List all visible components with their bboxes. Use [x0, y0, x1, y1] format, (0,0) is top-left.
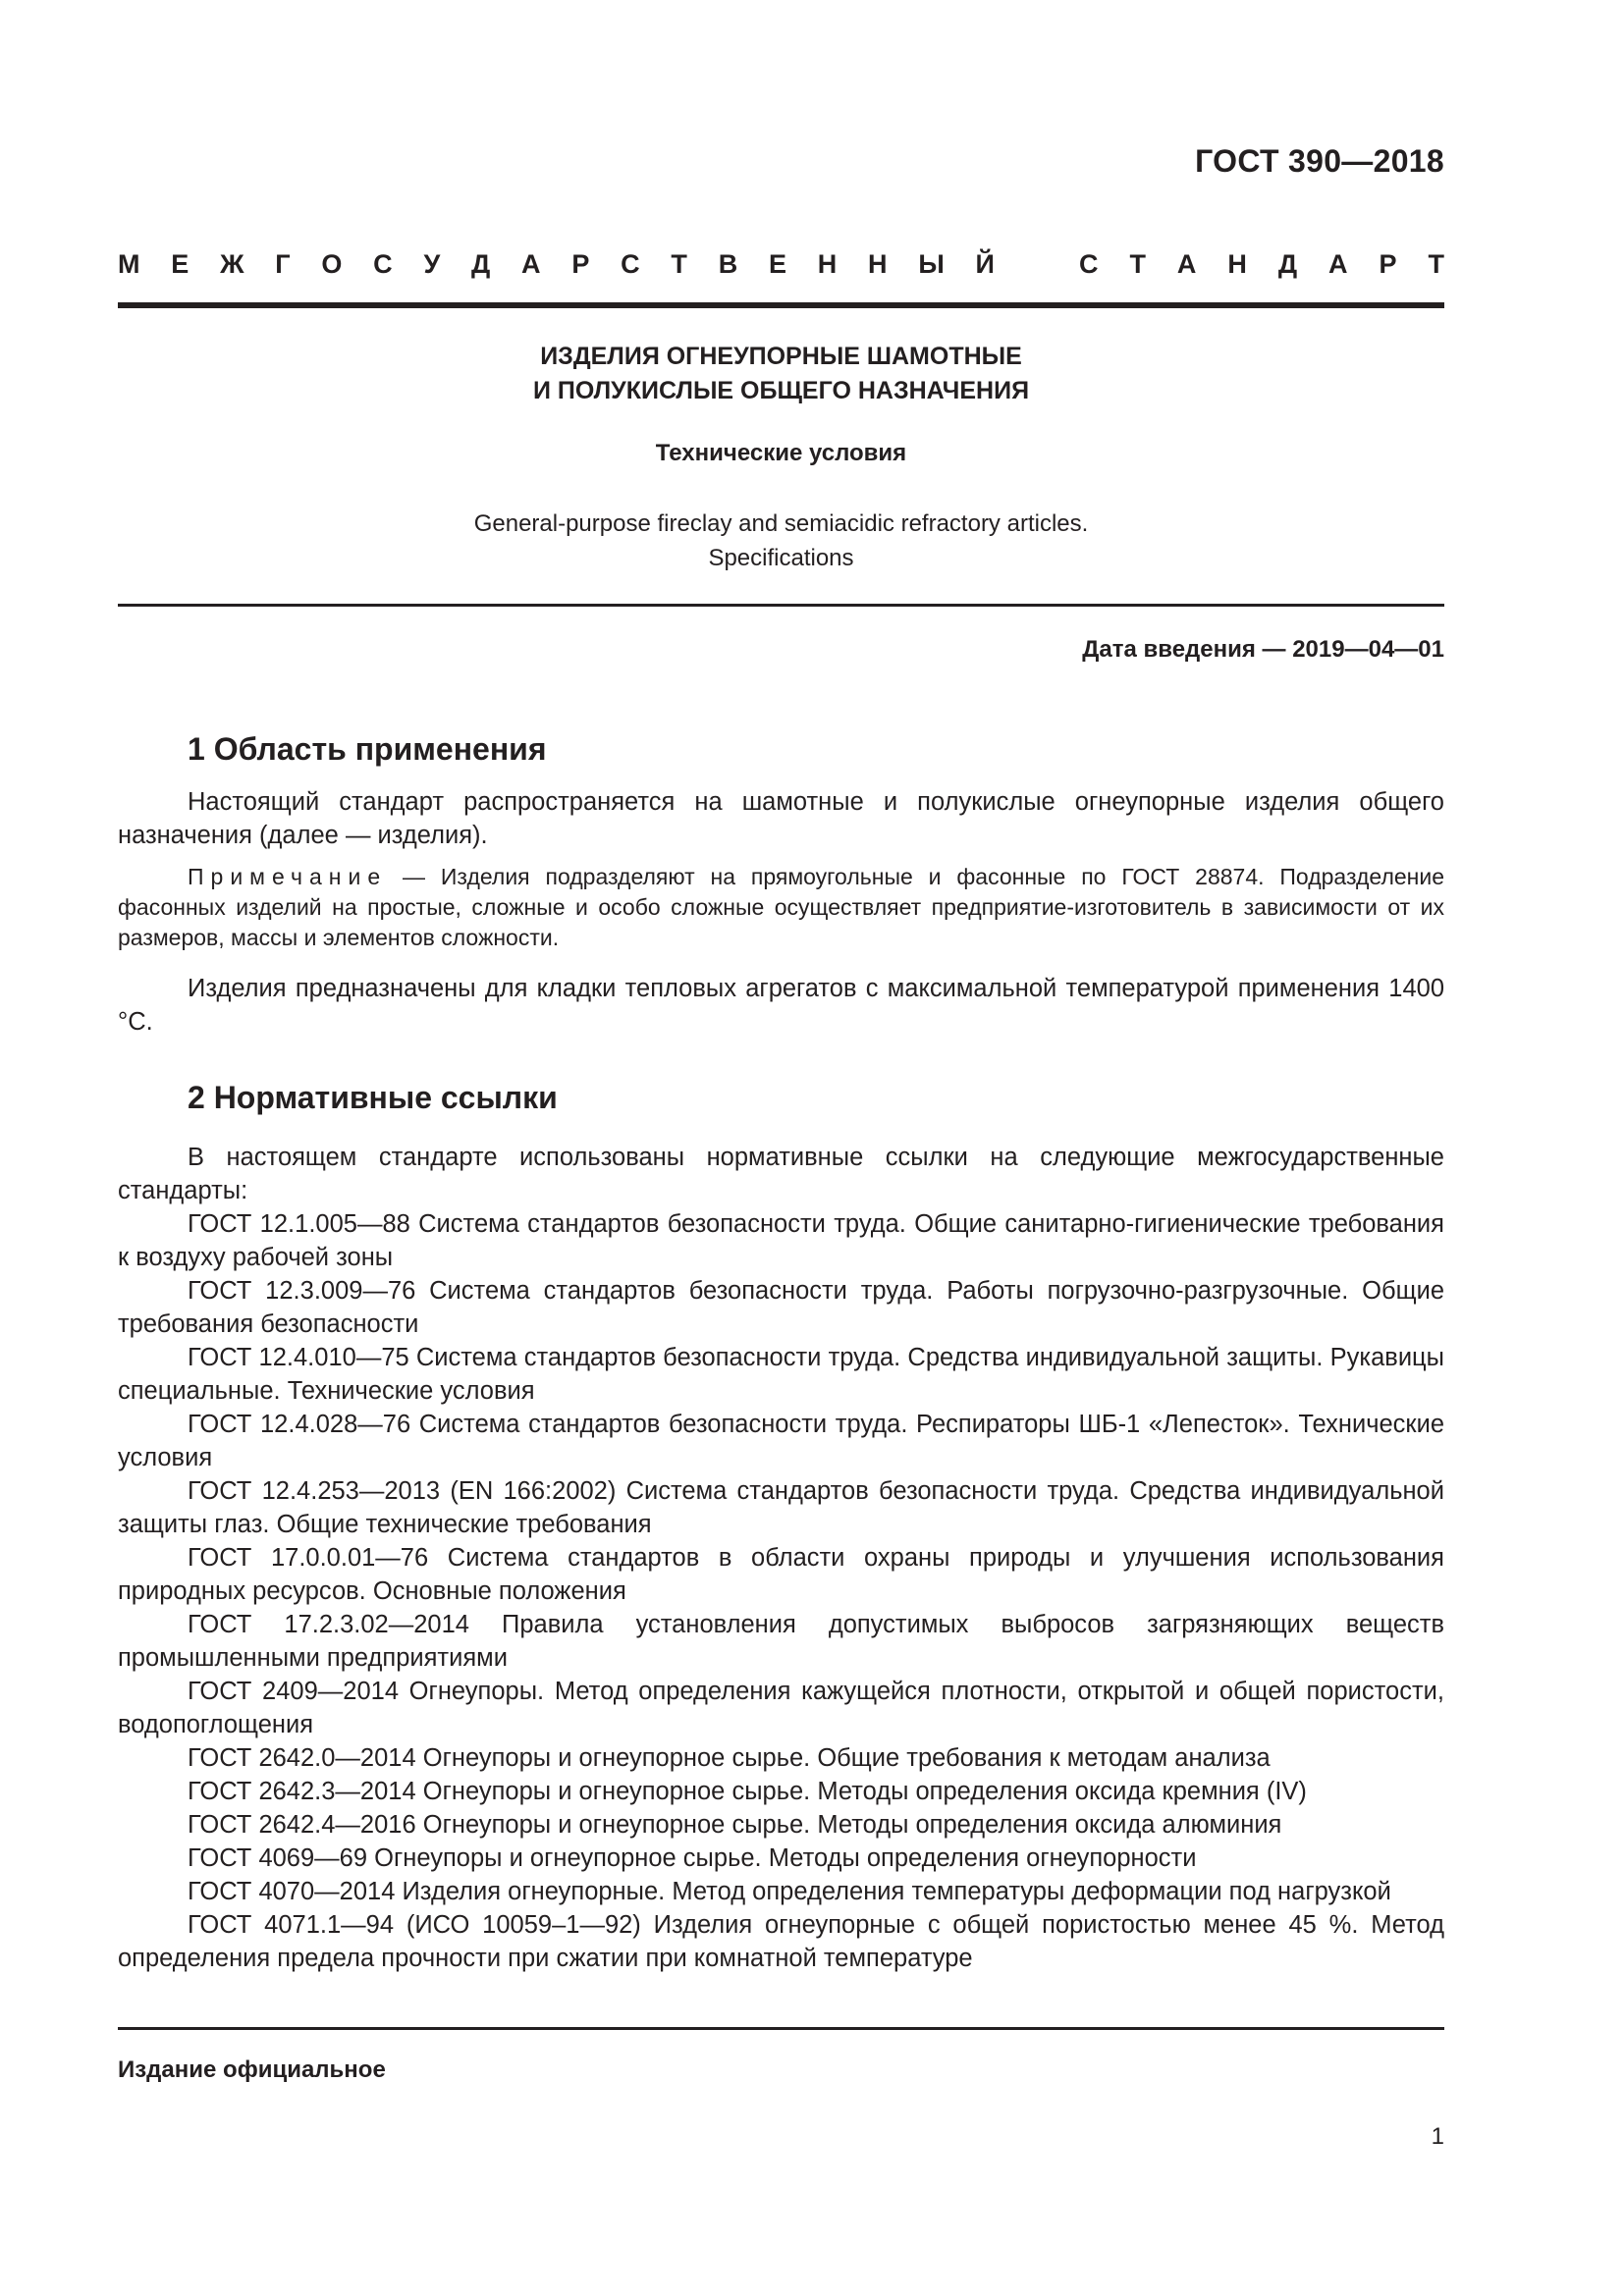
- banner-letter: О: [321, 249, 343, 279]
- introduction-date: Дата введения — 2019—04—01: [1082, 636, 1444, 663]
- banner-letter: Т: [1428, 249, 1444, 279]
- list-item: ГОСТ 12.4.253—2013 (EN 166:2002) Система стандартов безопасности труда. Средства индивидуальной защиты глаз. Общие технические требования: [118, 1477, 1444, 1538]
- banner-letter: Д: [1277, 249, 1298, 279]
- banner-letter: Т: [1129, 249, 1146, 279]
- banner-word-interstate: [118, 249, 995, 280]
- section-1-heading: 1 Область применения: [188, 731, 547, 767]
- banner-letter: Т: [671, 249, 687, 279]
- section-1-paragraph-1: Настоящий стандарт распространяется на шамотные и полукислые огнеупорные изделия общего назначения (далее — изделия).: [118, 788, 1444, 849]
- document-title: [118, 340, 1444, 408]
- banner-letter: Е: [171, 249, 189, 279]
- document-subtitle: Технические условия: [655, 440, 907, 466]
- list-item: ГОСТ 12.4.028—76 Система стандартов безопасности труда. Респираторы ШБ-1 «Лепесток». Технические условия: [118, 1411, 1444, 1471]
- section-2-heading: 2 Нормативные ссылки: [188, 1080, 558, 1115]
- list-item: ГОСТ 4070—2014 Изделия огнеупорные. Метод определения температуры деформации под нагрузкой: [188, 1878, 1391, 1905]
- banner-letter: Р: [1379, 249, 1397, 279]
- title-line-2: И ПОЛУКИСЛЫЕ ОБЩЕГО НАЗНАЧЕНИЯ: [532, 377, 1030, 404]
- banner-letter: С: [373, 249, 393, 279]
- list-item: ГОСТ 2409—2014 Огнеупоры. Метод определения кажущейся плотности, открытой и общей пористости, водопоглощения: [118, 1678, 1444, 1738]
- official-edition-label: Издание официальное: [118, 2056, 386, 2083]
- normative-references-list: [118, 1141, 1444, 1975]
- banner-word-standard: [1079, 249, 1444, 280]
- english-title-line-1: General-purpose fireclay and semiacidic refractory articles.: [473, 510, 1089, 537]
- banner-letter: Ы: [918, 249, 945, 279]
- banner-letter: Р: [571, 249, 590, 279]
- title-line-1: ИЗДЕЛИЯ ОГНЕУПОРНЫЕ ШАМОТНЫЕ: [540, 343, 1022, 370]
- banner-letter: Д: [471, 249, 491, 279]
- banner-letter: Й: [975, 249, 995, 279]
- banner-letter: А: [1328, 249, 1348, 279]
- list-item: ГОСТ 12.1.005—88 Система стандартов безопасности труда. Общие санитарно-гигиенические требования к воздуху рабочей зоны: [118, 1210, 1444, 1271]
- page-number: 1: [1431, 2123, 1444, 2150]
- list-item: ГОСТ 12.3.009—76 Система стандартов безопасности труда. Работы погрузочно-разгрузочные. Общие требования безопасности: [118, 1277, 1444, 1338]
- list-item: ГОСТ 4069—69 Огнеупоры и огнеупорное сырье. Методы определения огнеупорности: [188, 1844, 1197, 1872]
- section-2-intro: В настоящем стандарте использованы нормативные ссылки на следующие межгосударственные стандарты:: [118, 1144, 1444, 1204]
- list-item: ГОСТ 12.4.010—75 Система стандартов безопасности труда. Средства индивидуальной защиты. Рукавицы специальные. Технические условия: [118, 1344, 1444, 1405]
- title-divider: [118, 604, 1444, 607]
- banner-letter: Ж: [220, 249, 244, 279]
- list-item: ГОСТ 17.2.3.02—2014 Правила установления допустимых выбросов загрязняющих веществ промышленными предприятиями: [118, 1611, 1444, 1672]
- standard-banner: [118, 249, 1444, 280]
- banner-letter: Н: [868, 249, 888, 279]
- section-1-note: Примечание — Изделия подразделяют на прямоугольные и фасонные по ГОСТ 28874. Подразделение фасонных изделий на простые, сложные и особо сложные осуществляет предприятие-изготовитель в зависимости от их размеров, массы и элементов сложности.: [118, 864, 1444, 950]
- banner-letter: С: [1079, 249, 1099, 279]
- english-title: [118, 507, 1444, 575]
- banner-letter: С: [621, 249, 640, 279]
- banner-letter: Н: [817, 249, 838, 279]
- banner-letter: Г: [275, 249, 291, 279]
- document-number: ГОСТ 390—2018: [1195, 143, 1444, 179]
- banner-letter: А: [1176, 249, 1197, 279]
- list-item: ГОСТ 2642.0—2014 Огнеупоры и огнеупорное сырье. Общие требования к методам анализа: [188, 1744, 1271, 1772]
- banner-letter: Е: [768, 249, 786, 279]
- banner-letter: Н: [1227, 249, 1247, 279]
- banner-letter: В: [718, 249, 738, 279]
- english-title-line-2: Specifications: [708, 545, 854, 571]
- top-divider: [118, 302, 1444, 308]
- banner-letter: У: [423, 249, 441, 279]
- list-item: ГОСТ 2642.3—2014 Огнеупоры и огнеупорное сырье. Методы определения оксида кремния (IV): [188, 1778, 1307, 1805]
- footer-divider: [118, 2027, 1444, 2030]
- list-item: ГОСТ 2642.4—2016 Огнеупоры и огнеупорное сырье. Методы определения оксида алюминия: [188, 1811, 1282, 1839]
- banner-letter: М: [118, 249, 140, 279]
- list-item: ГОСТ 17.0.0.01—76 Система стандартов в области охраны природы и улучшения использования природных ресурсов. Основные положения: [118, 1544, 1444, 1605]
- note-label: Примечание: [188, 864, 388, 889]
- list-item: ГОСТ 4071.1—94 (ИСО 10059–1—92) Изделия огнеупорные с общей пористостью менее 45 %. Метод определения предела прочности при сжатии при комнатной температуре: [118, 1911, 1444, 1972]
- banner-letter: А: [521, 249, 541, 279]
- section-1-paragraph-2: Изделия предназначены для кладки тепловых агрегатов с максимальной температурой применения 1400 °С.: [118, 975, 1444, 1036]
